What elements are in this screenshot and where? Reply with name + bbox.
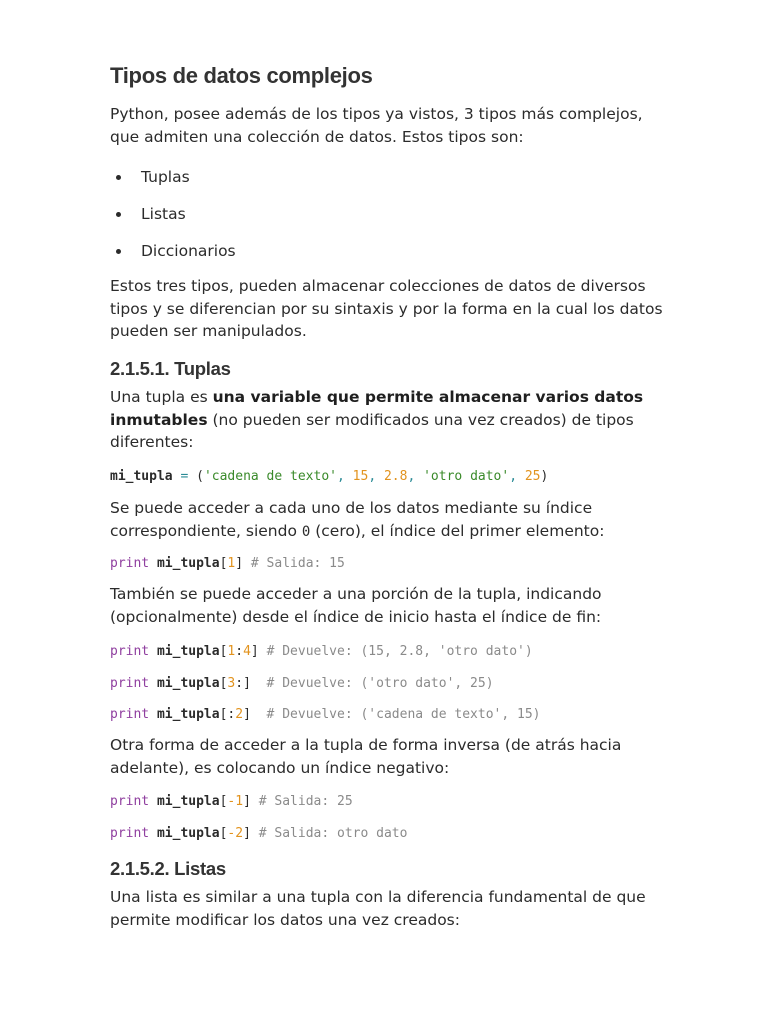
bullet-icon	[116, 212, 121, 217]
code-comment: # Salida: 25	[258, 794, 353, 809]
section-heading-tuplas: 2.1.5.1. Tuplas	[110, 358, 231, 379]
code-number: 2.8	[383, 469, 408, 484]
code-operator: ,	[407, 469, 416, 484]
code-negative-line: print mi_tupla[-2] # Salida: otro dato	[110, 826, 408, 841]
code-operator: ,	[337, 469, 345, 484]
code-punctuation: :	[227, 707, 236, 722]
tupla-definition-paragraph	[110, 386, 670, 454]
code-identifier: mi_tupla	[156, 676, 220, 691]
bullet-icon	[116, 175, 121, 180]
list-item-label: Tuplas	[141, 168, 190, 186]
code-identifier: mi_tupla	[156, 644, 220, 659]
listas-paragraph: Una lista es similar a una tupla con la diferencia fundamental de que permite modificar los datos una vez creados:	[110, 888, 646, 929]
code-identifier: mi_tupla	[156, 826, 220, 841]
code-string: 'otro dato'	[423, 469, 510, 484]
code-slice-line: print mi_tupla[1:4] # Devuelve: (15, 2.8, 'otro dato')	[110, 644, 533, 659]
access-text: (cero), el índice del primer elemento:	[310, 521, 605, 540]
code-number: 4	[243, 644, 251, 659]
code-operator: ,	[368, 469, 377, 484]
code-punctuation: :	[235, 676, 244, 691]
code-number: 2	[235, 707, 244, 722]
code-index-access: print mi_tupla[1] # Salida: 15	[110, 556, 345, 571]
section-heading-listas: 2.1.5.2. Listas	[110, 858, 226, 879]
intro-paragraph: Python, posee además de los tipos ya vistos, 3 tipos más complejos, que admiten una colección de datos. Estos tipos son:	[110, 105, 643, 146]
code-string: 'cadena de texto'	[203, 469, 337, 484]
code-negative-line: print mi_tupla[-1] # Salida: 25	[110, 794, 353, 809]
code-keyword: print	[110, 826, 150, 841]
code-comment: # Devuelve: (15, 2.8, 'otro dato')	[266, 644, 533, 659]
list-item-label: Listas	[141, 205, 186, 223]
code-number: 25	[524, 469, 541, 484]
definition-bold-text: una variable que permite almacenar varios datos inmutables	[110, 388, 644, 429]
code-number: 1	[227, 556, 236, 571]
code-comment: # Devuelve: ('otro dato', 25)	[258, 676, 494, 691]
code-tupla-assignment	[110, 468, 548, 486]
access-paragraph	[110, 497, 670, 543]
code-keyword: print	[110, 676, 150, 691]
bullet-icon	[116, 249, 121, 254]
code-punctuation: :	[235, 644, 244, 659]
code-punctuation: (	[196, 469, 204, 484]
code-keyword: print	[110, 707, 150, 722]
code-keyword: print	[110, 794, 150, 809]
code-operator: =	[180, 469, 189, 484]
code-number: 3	[227, 676, 236, 691]
code-keyword: print	[110, 644, 150, 659]
code-slice-line: print mi_tupla[3:] # Devuelve: ('otro dato', 25)	[110, 676, 494, 691]
code-comment: # Devuelve: ('cadena de texto', 15)	[258, 707, 541, 722]
code-identifier: mi_tupla	[156, 556, 220, 571]
negative-index-paragraph: Otra forma de acceder a la tupla de forma inversa (de atrás hacia adelante), es colocando un índice negativo:	[110, 736, 622, 777]
code-identifier: mi_tupla	[110, 469, 173, 484]
code-comment: # Salida: 15	[250, 556, 345, 571]
code-keyword: print	[110, 556, 150, 571]
code-number: 15	[352, 469, 369, 484]
definition-text: (no pueden ser modificados una vez creados) de tipos diferentes:	[110, 410, 634, 451]
code-identifier: mi_tupla	[156, 794, 220, 809]
inline-code: 0	[301, 523, 311, 540]
page-title: Tipos de datos complejos	[110, 63, 373, 88]
code-number: -1	[227, 794, 244, 809]
list-item-label: Diccionarios	[141, 242, 236, 260]
definition-text: Una tupla es	[110, 388, 213, 406]
code-number: 1	[227, 644, 236, 659]
code-slice-line: print mi_tupla[:2] # Devuelve: ('cadena de texto', 15)	[110, 707, 541, 722]
code-punctuation: )	[540, 469, 549, 484]
access-text: Se puede acceder a cada uno de los datos mediante su índice correspondiente, siendo	[110, 499, 593, 540]
code-comment: # Salida: otro dato	[258, 826, 408, 841]
slice-paragraph: También se puede acceder a una porción de la tupla, indicando (opcionalmente) desde el índice de inicio hasta el índice de fin:	[110, 585, 602, 626]
code-operator: ,	[509, 469, 518, 484]
code-identifier: mi_tupla	[156, 707, 220, 722]
types-description-paragraph: Estos tres tipos, pueden almacenar colecciones de datos de diversos tipos y se diferencian por su sintaxis y por la forma en la cual los datos pueden ser manipulados.	[110, 277, 663, 340]
code-number: -2	[227, 826, 244, 841]
